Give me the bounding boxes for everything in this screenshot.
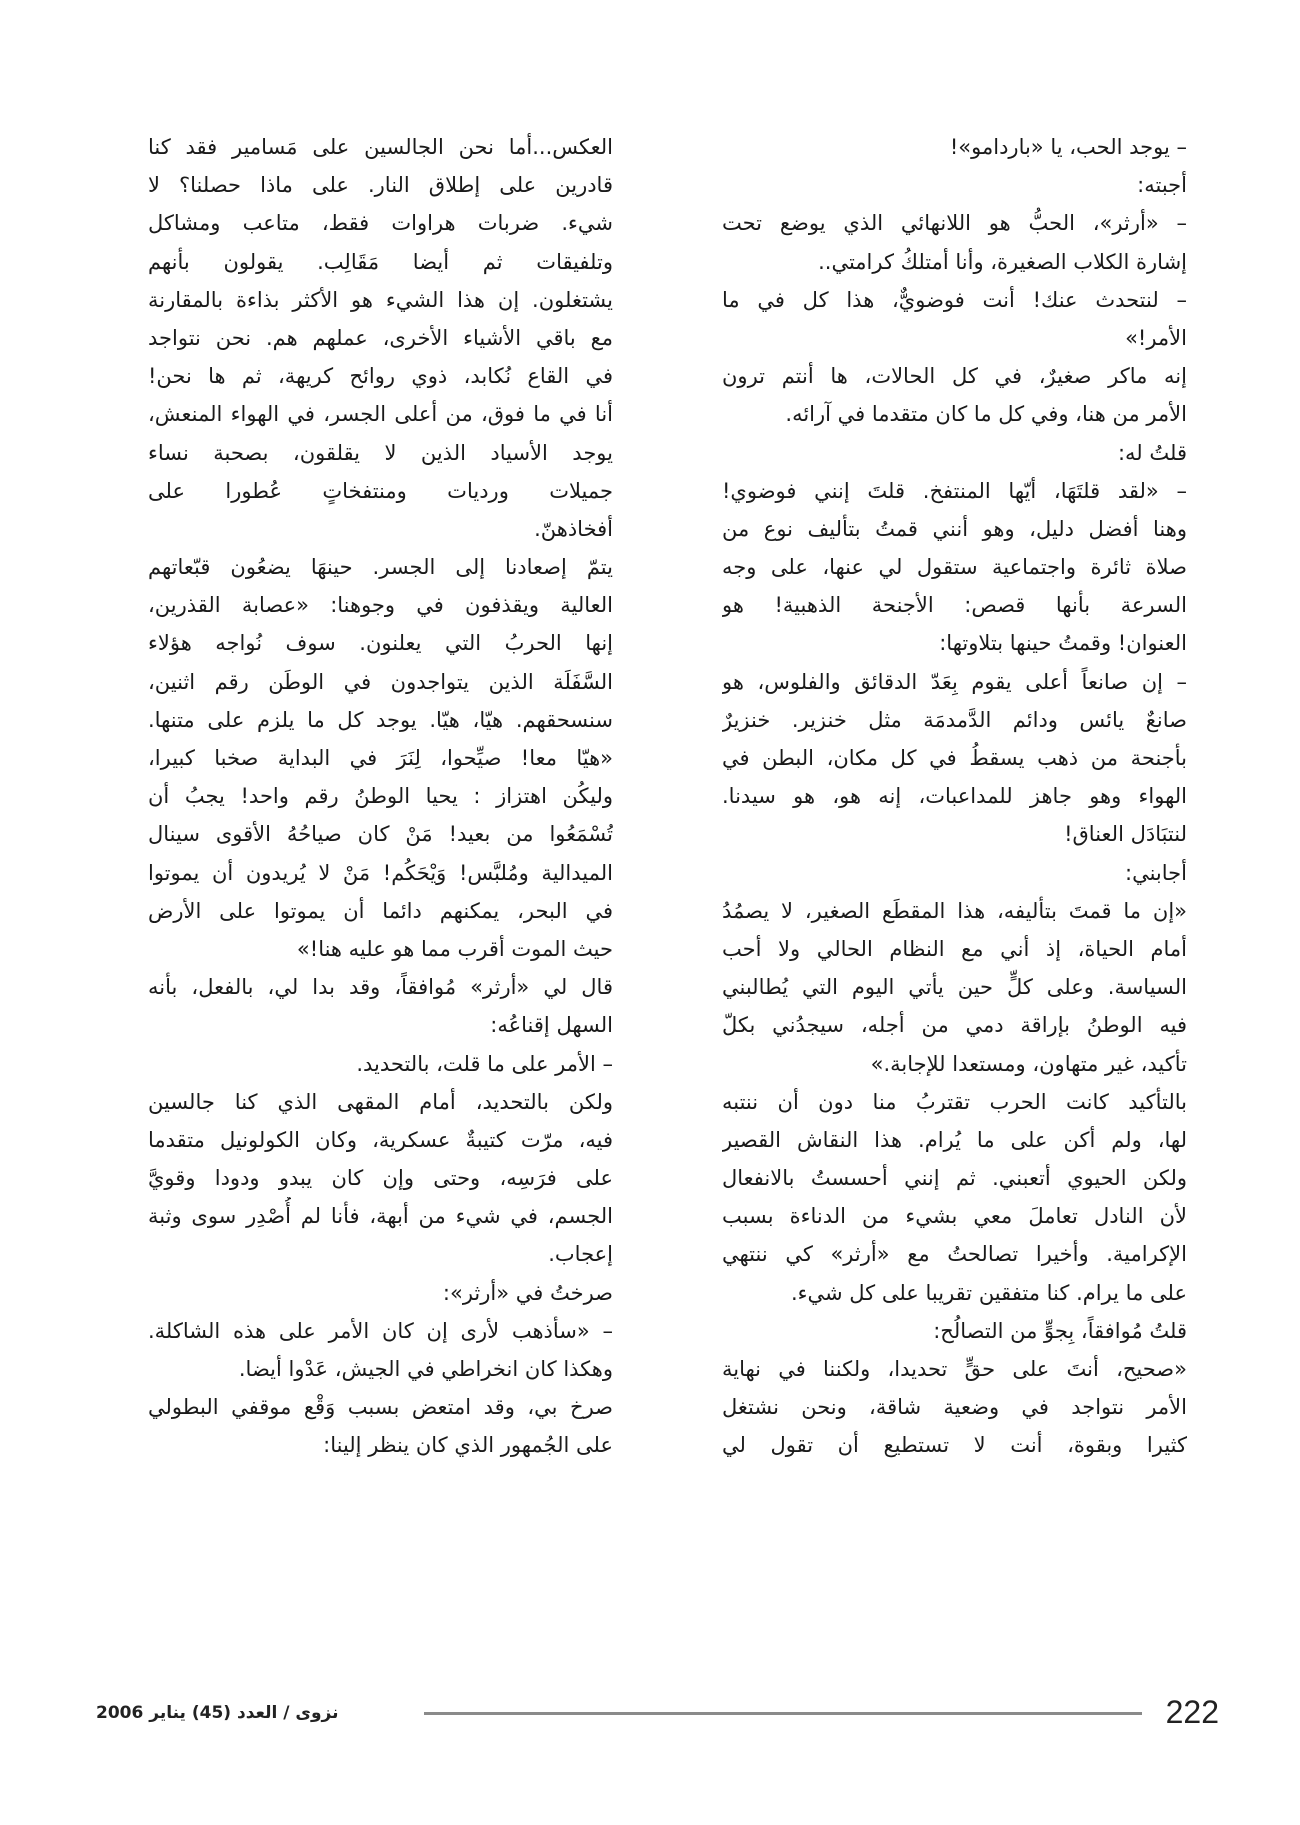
text-line: فيه الوطنُ بإراقة دمي من أجله، سيجدُني بكلّ bbox=[722, 1013, 1187, 1038]
text-line: ولكن بالتحديد، أمام المقهى الذي كنا جالسين bbox=[148, 1089, 613, 1114]
text-line: – «لقد قلتَهَا، أيّها المنتفخ. قلتَ إنني فوضوي! bbox=[722, 478, 1187, 503]
text-line: أفخاذهنّ. bbox=[534, 516, 613, 541]
text-line: على فرَسِه، وحتى وإن كان يبدو ودودا وقويَّ bbox=[148, 1166, 613, 1191]
text-line: يشتغلون. إن هذا الشيء هو الأكثر بذاءة بالمقارنة bbox=[148, 287, 613, 312]
text-line: – لنتحدث عنك! أنت فوضويٌّ، هذا كل في ما bbox=[722, 287, 1187, 312]
text-line: شيء. ضربات هراوات فقط، متاعب ومشاكل bbox=[148, 211, 613, 236]
text-line: لأن النادل تعاملَ معي بشيء من الدناءة بسبب bbox=[722, 1204, 1187, 1229]
text-line: كثيرا وبقوة، أنت لا تستطيع أن تقول لي bbox=[722, 1433, 1187, 1458]
left-text-column bbox=[148, 128, 613, 1465]
text-line: حيث الموت أقرب مما هو عليه هنا!» bbox=[296, 936, 613, 961]
right-text-column bbox=[722, 128, 1187, 1465]
footer-rule bbox=[424, 1712, 1142, 1715]
text-line: إعجاب. bbox=[548, 1242, 613, 1267]
text-line: الجسم، في شيء من أبهة، فأنا لم أُصْدِر سوى وثبة bbox=[148, 1204, 613, 1229]
text-line: «صحيح، أنتَ على حقٍّ تحديدا، ولكننا في نهاية bbox=[722, 1357, 1187, 1381]
text-line: يتمّ إصعادنا إلى الجسر. حينهَا يضعُون قبّعاتهم bbox=[148, 555, 613, 580]
text-line: في القاع نُكابد، ذوي روائح كريهة، ثم ها نحن! bbox=[148, 364, 613, 389]
page-footer bbox=[96, 1692, 1219, 1734]
text-line: إشارة الكلاب الصغيرة، وأنا أمتلكُ كرامتي.. bbox=[818, 249, 1187, 274]
text-line: صرختُ في «أرثر»: bbox=[442, 1280, 613, 1305]
text-line: يوجد الأسياد الذين لا يقلقون، بصحبة نساء bbox=[148, 440, 613, 465]
text-line: لها، ولم أكن على ما يُرام. هذا النقاش القصير bbox=[722, 1127, 1187, 1152]
text-line: صلاة ثائرة واجتماعية ستقول لي عنها، على وجه bbox=[722, 555, 1187, 580]
text-line: أجابني: bbox=[1125, 860, 1187, 885]
text-line: السياسة. وعلى كلٍّ حين يأتي اليوم التي يُطالبني bbox=[722, 975, 1187, 1000]
text-line: فيه، مرّت كتيبةٌ عسكرية، وكان الكولونيل متقدما bbox=[148, 1127, 613, 1152]
text-line: السَّفَلَة الذين يتواجدون في الوطَن رقم اثنين، bbox=[148, 669, 613, 694]
text-line: إنها الحربُ التي يعلنون. سوف نُواجه هؤلاء bbox=[148, 631, 613, 656]
text-line: السرعة بأنها قصص: الأجنحة الذهبية! هو bbox=[722, 593, 1187, 618]
text-line: وتلفيقات ثم أيضا مَقَالِب. يقولون بأنهم bbox=[148, 249, 613, 274]
text-line: أجبته: bbox=[1137, 173, 1187, 198]
page-number: 222 bbox=[1165, 1694, 1219, 1730]
text-line: تُسْمَعُوا من بعيد! مَنْ كان صياحُهُ الأقوى سينال bbox=[148, 822, 613, 847]
text-line: بأجنحة من ذهب يسقطُ في كل مكان، البطن في bbox=[722, 746, 1187, 770]
text-line: سنسحقهم. هيّا، هيّا. يوجد كل ما يلزم على متنها. bbox=[148, 707, 613, 732]
text-line: ولكن الحيوي أتعبني. ثم إنني أحسستُ بالانفعال bbox=[722, 1166, 1187, 1191]
text-line: وهكذا كان انخراطي في الجيش، عَدْوا أيضا. bbox=[238, 1357, 613, 1381]
text-line: مع باقي الأشياء الأخرى، عملهم هم. نحن نتواجد bbox=[148, 325, 613, 350]
text-line: – «سأذهب لأرى إن كان الأمر على هذه الشاكلة. bbox=[148, 1318, 613, 1343]
text-line: الأمر نتواجد في وضعية شاقة، ونحن نشتغل bbox=[722, 1395, 1187, 1420]
text-line: في البحر، يمكنهم دائما أن يموتوا على الأرض bbox=[148, 898, 613, 923]
text-line: قال لي «أرثر» مُوافقاً، وقد بدا لي، بالفعل، بأنه bbox=[148, 975, 613, 1000]
text-line: العنوان! وقمتُ حينها بتلاوتها: bbox=[939, 631, 1187, 656]
text-line: لنتبَادَل العناق! bbox=[1064, 822, 1187, 847]
text-line: قلتُ له: bbox=[1117, 440, 1187, 465]
text-line: على الجُمهور الذي كان ينظر إلينا: bbox=[323, 1433, 613, 1458]
text-line: الهواء وهو جاهز للمداعبات، إنه هو، هو سيدنا. bbox=[722, 784, 1187, 809]
text-line: «هيّا معا! صيِّحوا، لِنَرَ في البداية صخبا كبيرا، bbox=[148, 746, 613, 770]
text-line: وهنا أفضل دليل، وهو أنني قمتُ بتأليف نوع من bbox=[722, 516, 1187, 541]
text-line: العالية ويقذفون في وجوهنا: «عصابة القذرين، bbox=[148, 593, 613, 618]
issue-line: نزوى / العدد (45) يناير 2006 bbox=[96, 1703, 339, 1723]
text-line: أنا في ما فوق، من أعلى الجسر، في الهواء المنعش، bbox=[148, 402, 613, 427]
text-line: الأمر!» bbox=[1125, 325, 1187, 350]
text-line: إنه ماكر صغيرٌ، في كل الحالات، ها أنتم ترون bbox=[722, 364, 1187, 389]
text-line: – الأمر على ما قلت، بالتحديد. bbox=[356, 1051, 613, 1076]
text-line: على ما يرام. كنا متفقين تقريبا على كل شيء. bbox=[790, 1280, 1187, 1305]
text-line: صانعٌ يائس ودائم الدَّمدمَة مثل خنزير. خنزيرٌ bbox=[722, 707, 1187, 732]
text-line: – إن صانعاً أعلى يقوم بِعَدّ الدقائق والفلوس، هو bbox=[722, 669, 1187, 694]
text-line: الميدالية ومُلبَّس! وَيْحَكُم! مَنْ لا يُريدون أن يموتوا bbox=[148, 860, 613, 885]
text-line: – «أرثر»، الحبُّ هو اللانهائي الذي يوضع تحت bbox=[722, 211, 1187, 236]
text-line: العكس...أما نحن الجالسين على مَسامير فقد كنا bbox=[148, 135, 613, 159]
text-line: بالتأكيد كانت الحرب تقتربُ منا دون أن ننتبه bbox=[722, 1089, 1187, 1114]
text-line: صرخ بي، وقد امتعض بسبب وَقْع موقفي البطولي bbox=[148, 1395, 613, 1420]
text-line: أمام الحياة، إذ أني مع النظام الحالي ولا أحب bbox=[722, 936, 1187, 961]
text-line: تأكيد، غير متهاون، ومستعدا للإجابة.» bbox=[870, 1051, 1187, 1076]
text-line: قادرين على إطلاق النار. على ماذا حصلنا؟ لا bbox=[148, 173, 613, 198]
text-line: قلتُ مُوافقاً، بِجوٍّ من التصالُح: bbox=[933, 1318, 1187, 1343]
text-line: وليكُن اهتزاز : يحيا الوطنُ رقم واحد! يجبُ أن bbox=[148, 784, 613, 809]
text-line: – يوجد الحب، يا «باردامو»! bbox=[949, 135, 1187, 159]
text-line: «إن ما قمتَ بتأليفه، هذا المقطَع الصغير، لا يصمُدُ bbox=[722, 898, 1187, 923]
text-line: الإكرامية. وأخيرا تصالحتُ مع «أرثر» كي ننتهي bbox=[722, 1242, 1187, 1267]
text-line: جميلات ورديات ومنتفخاتٍ عُطورا على bbox=[148, 478, 613, 503]
text-line: الأمر من هنا، وفي كل ما كان متقدما في آرائه. bbox=[785, 402, 1187, 427]
text-line: السهل إقناعُه: bbox=[490, 1013, 613, 1038]
